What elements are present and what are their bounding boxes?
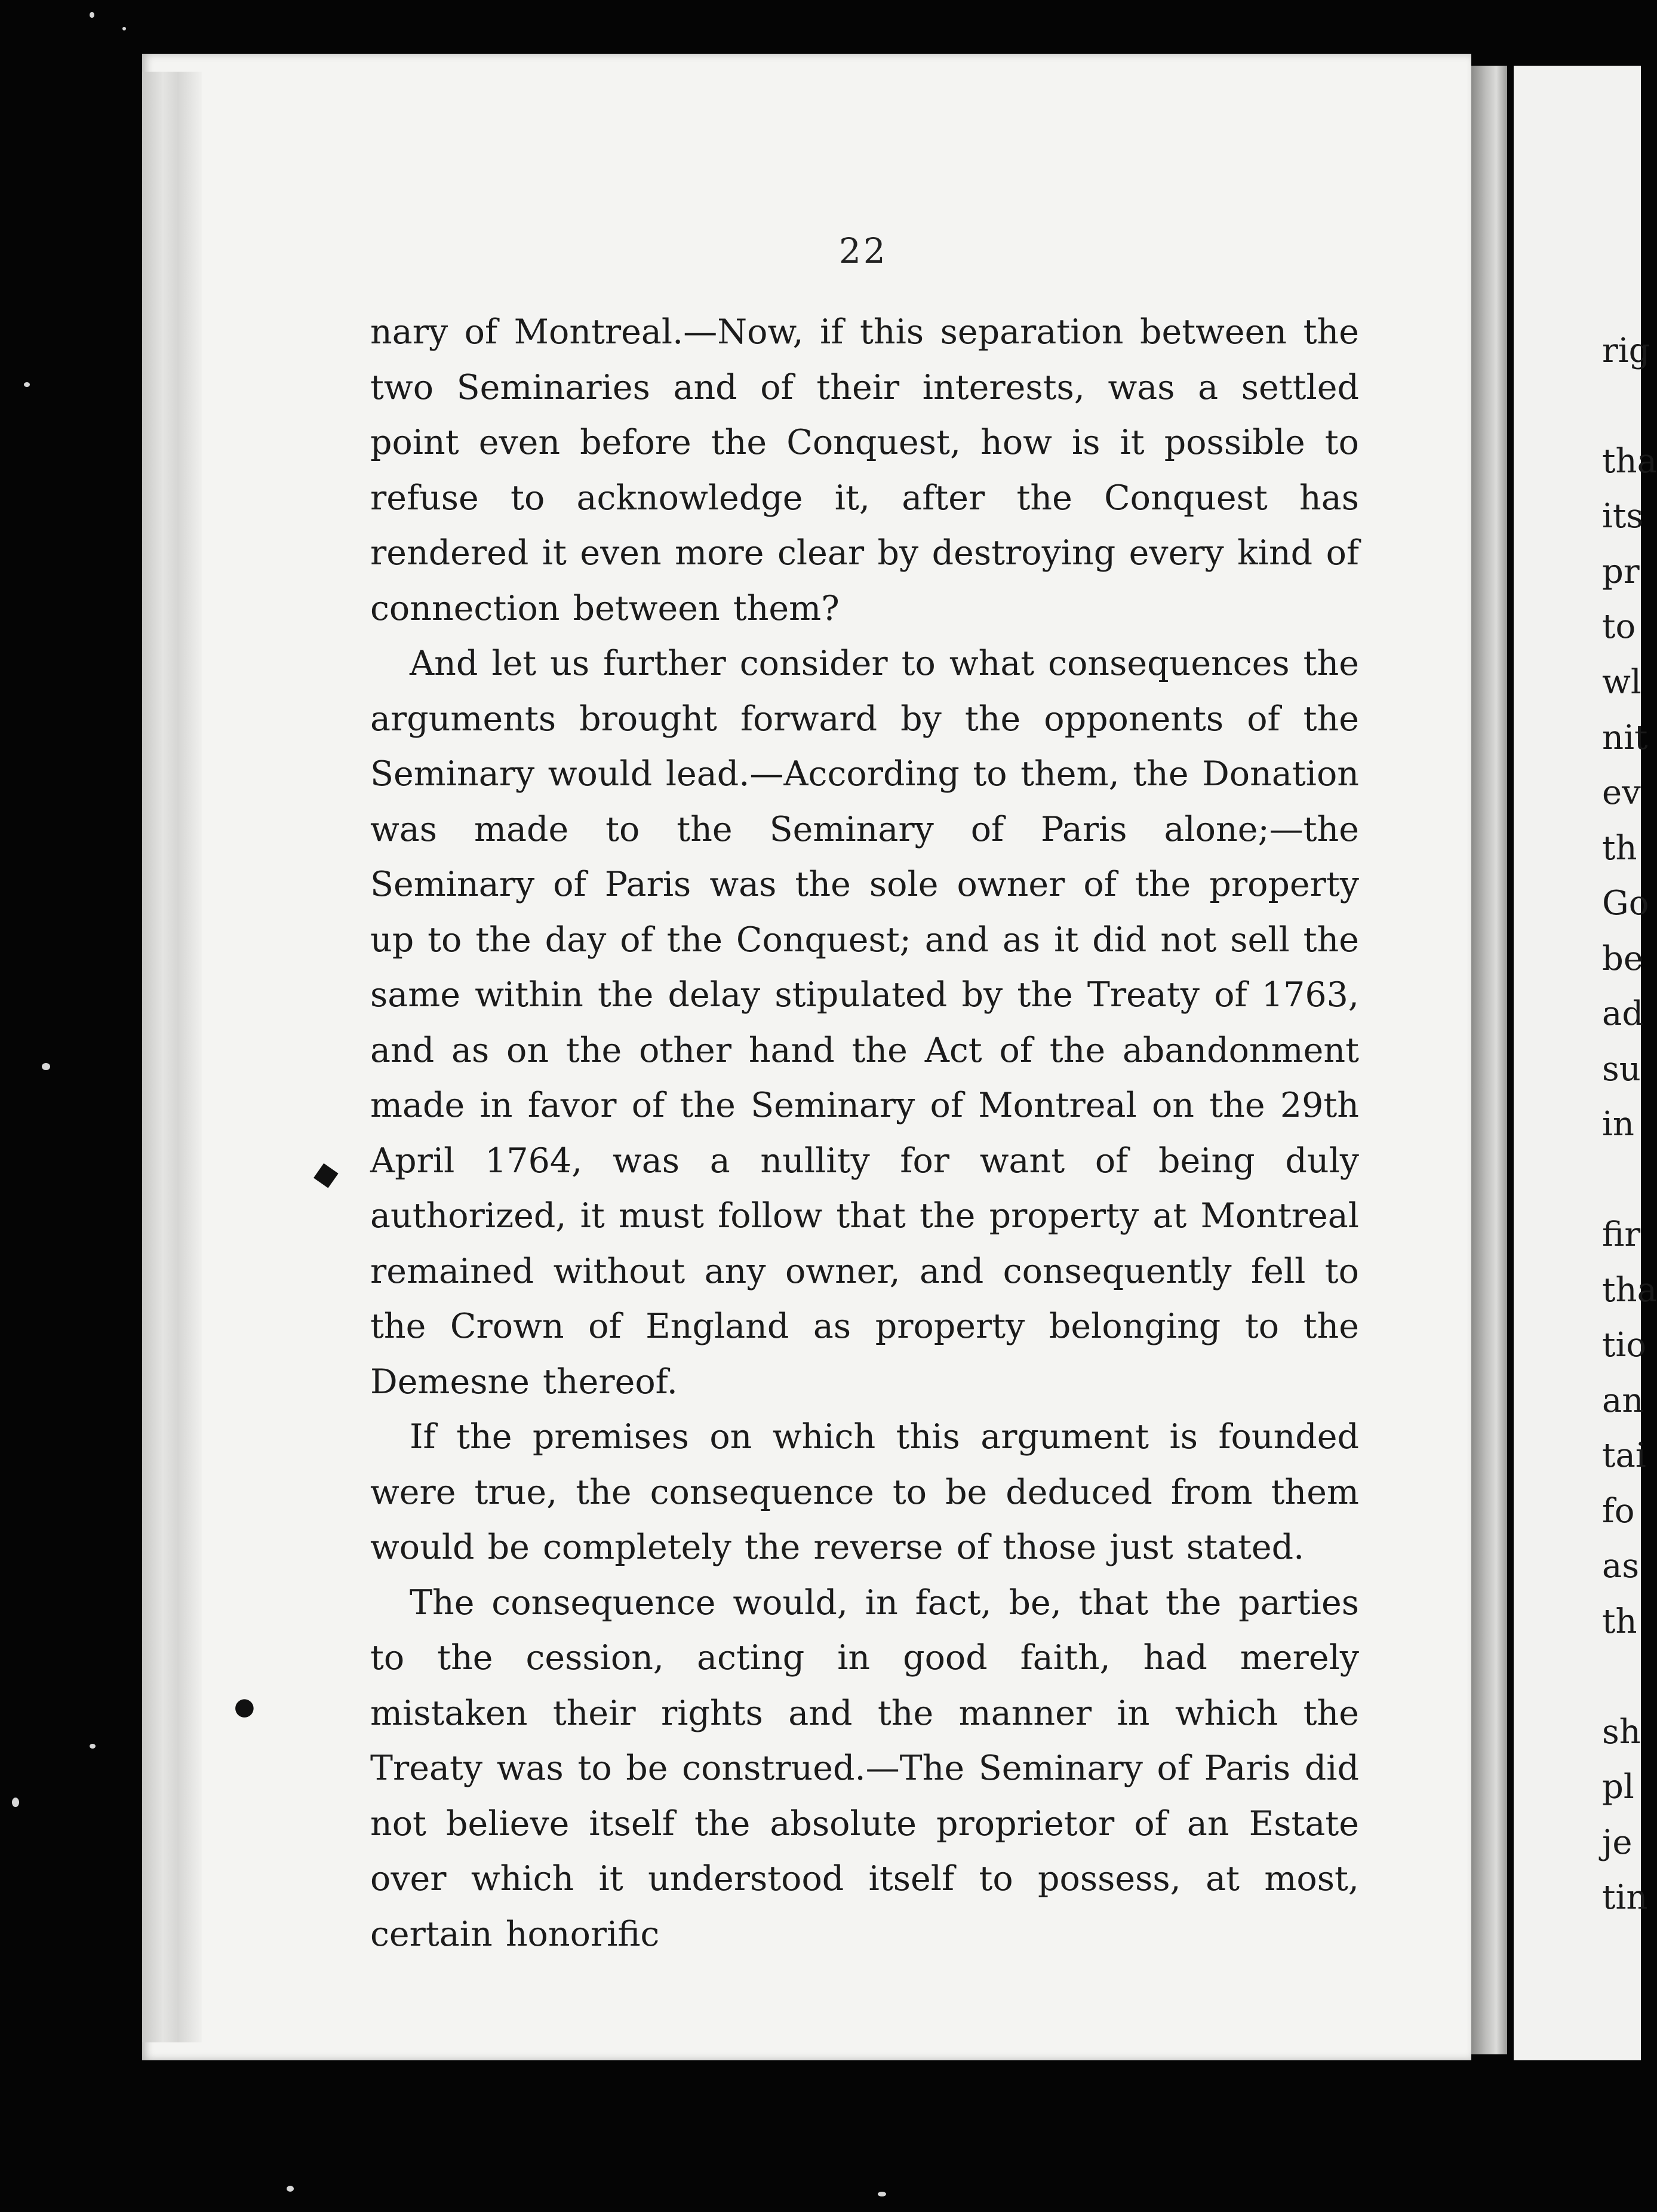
- facing-text-fragment: je: [1602, 1823, 1633, 1862]
- scan-speck: [90, 12, 94, 18]
- facing-text-fragment: tha: [1602, 1271, 1657, 1310]
- scan-speck: [90, 1744, 96, 1749]
- scan-speck: [24, 382, 30, 387]
- facing-text-fragment: its: [1602, 497, 1644, 536]
- facing-text-fragment: pl: [1602, 1768, 1634, 1807]
- facing-text-fragment: sh: [1602, 1713, 1641, 1752]
- facing-text-fragment: to: [1602, 607, 1636, 646]
- facing-text-fragment: rig: [1602, 331, 1650, 370]
- facing-text-fragment: as: [1602, 1547, 1640, 1586]
- facing-text-fragment: tio: [1602, 1326, 1647, 1365]
- facing-text-fragment: Go: [1602, 884, 1649, 923]
- facing-text-fragment: nit: [1602, 718, 1648, 757]
- margin-tick-mark: ▪: [305, 1149, 350, 1198]
- scan-speck: [287, 2186, 294, 2192]
- facing-text-fragment: su: [1602, 1050, 1641, 1089]
- scan-speck: [12, 1798, 19, 1807]
- paragraph: If the premises on which this argument is founded were true, the consequence to be deduced from them would be completely the reverse of those just stated.: [370, 1417, 1359, 1567]
- facing-text-fragment: pr: [1602, 552, 1640, 591]
- paragraph: nary of Montreal.—Now, if this separation between the two Seminaries and of their interests, was a settled point even before the Conquest, how is it possible to refuse to acknowledge it, after the Conquest has rendered it even more clear by destroying every kind of connection between them?: [370, 312, 1359, 628]
- facing-text-fragment: an: [1602, 1381, 1644, 1420]
- scan-speck: [42, 1063, 50, 1070]
- paragraph: And let us further consider to what consequences the arguments brought forward by the opponents of the Seminary would lead.—According to them, the Donation was made to the Seminary of Paris alone;—the Seminary of Paris was the sole owner of the property up to the day of the Conquest; and as it did not sell the same within the delay stipulated by the Treaty of 1763, and as on the other hand the Act of the abandonment made in favor of the Seminary of Montreal on the 29th April 1764, was a nullity for want of being duly authorized, it must follow that the property at Montreal remained without any owner, and consequently fell to the Crown of England as property belonging to the Demesne thereof.: [370, 644, 1359, 1402]
- facing-text-fragment: be: [1602, 939, 1643, 978]
- margin-dot-mark: ●: [234, 1693, 255, 1721]
- facing-text-fragment: fo: [1602, 1492, 1635, 1531]
- scan-speck: [122, 27, 126, 30]
- page-body-text: [370, 305, 1359, 1962]
- page-number: 22: [839, 231, 888, 271]
- page-edge-gutter: [142, 72, 202, 2042]
- facing-text-fragment: tai: [1602, 1436, 1646, 1475]
- scan-speck: [878, 2192, 886, 2196]
- facing-text-fragment: tin: [1602, 1878, 1648, 1917]
- facing-text-fragment: in: [1602, 1105, 1634, 1144]
- book-page-right: [1514, 66, 1657, 2060]
- facing-text-fragment: wl: [1602, 663, 1641, 702]
- facing-text-fragment: th: [1602, 1602, 1637, 1641]
- page-edge-fore: [1471, 66, 1507, 2054]
- facing-text-fragment: fir: [1602, 1215, 1641, 1254]
- paragraph: The consequence would, in fact, be, that the parties to the cession, acting in good faith, had merely mistaken their rights and the manner in which the Treaty was to be construed.—The Seminary of Paris did not believe itself the absolute proprietor of an Estate over which it understood itself to possess, at most, certain honorific: [370, 1583, 1359, 1954]
- facing-text-fragment: th: [1602, 829, 1637, 868]
- facing-text-fragment: ad: [1602, 994, 1644, 1033]
- facing-text-fragment: ev: [1602, 773, 1641, 812]
- facing-text-fragment: tha: [1602, 442, 1657, 481]
